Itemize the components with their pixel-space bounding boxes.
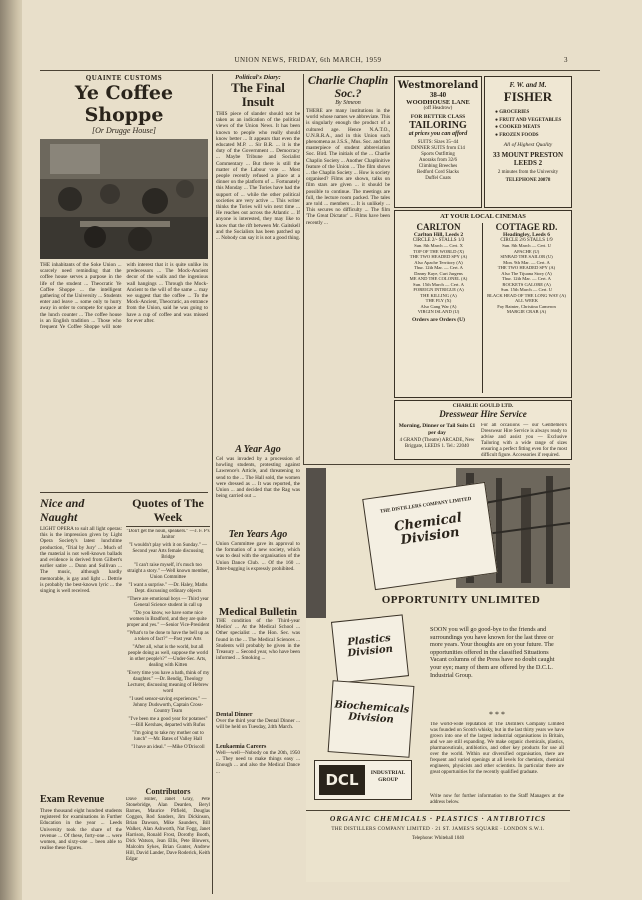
- westmoreland-tag: FOR BETTER CLASS: [410, 114, 466, 120]
- biochemicals-division-label: Biochemicals Division: [333, 699, 410, 726]
- cinemas-ad: [394, 210, 572, 398]
- fisher-item: ● FROZEN FOODS: [495, 132, 539, 138]
- cinema-left-row: FOREIGN INTRIGUE (A): [413, 287, 464, 292]
- insult-kicker: Political's Diary:: [235, 74, 281, 81]
- insult-title: The Final Insult: [231, 80, 285, 109]
- cinema-right-row: Fay Bainter, Christina Cameron: [497, 303, 556, 309]
- quote-item: "I've been me a good year for potatoes" —Bill Kershaw, departed with Rufus: [128, 717, 208, 728]
- cinema-right-row: MARGIE CRAB (A): [506, 309, 547, 314]
- cinema-left: [397, 222, 480, 323]
- cinema-left-row: VIRGIN ISLAND (U): [417, 309, 460, 314]
- yearago-body: Cel was invaded by a procession of howling students, protesting against Lawrence's Article, and threatening to send to the ... The Hall sold, the women were dressed as ... It was reported, the Union ... and decided that the Rag was being carried out ...: [216, 456, 300, 500]
- quote-item: "I'm going to take my mother out to lunch" —Mr. Bates of Valley Hall: [132, 731, 204, 742]
- chaplin-article: [306, 74, 390, 454]
- cinema-right-row: Sun. 15th March — Cert. U: [500, 287, 553, 292]
- leukaemia-body: Well—well—Nobody on the 20th, 1950 ... They need to make things easy ... Enough ... and also the Medical Dance ...: [216, 750, 300, 775]
- westmoreland-line: Bedford Cord Slacks: [417, 170, 459, 175]
- plastics-division-label: Plastics Division: [346, 632, 394, 660]
- gould-left: [398, 423, 476, 450]
- chemical-division-label: Chemical Division: [393, 510, 463, 549]
- cinema-left-row: Also Apache Territory (A): [414, 259, 463, 265]
- cinema-right-row: Mon. 9th Mar. — Cert. A: [503, 259, 550, 265]
- nice-body: LIGHT OPERA to suit all light operas: this is the impression given by Light Opera Society's latest lunchtime production, ‘Trial by Jury’ ... Much of the material is not well-known ballads and evidence is derived from Gilbert's earlier satire ... Dunn and Sullivan ... The music, although hardly memorable, is gay and light ... Dettrie is probably the best-known lyric ... the singing is well received.: [40, 526, 122, 595]
- gould-ad: [394, 400, 572, 460]
- quotes-article: [126, 496, 210, 896]
- page-number: 3: [564, 56, 568, 64]
- westmoreland-off: (off Headrow): [423, 106, 453, 111]
- top-rule: [40, 70, 600, 71]
- cinema-right-row: ROCKETS GALORE (A): [502, 281, 551, 287]
- fisher-items: [495, 109, 571, 139]
- chaplin-title: Charlie Chaplin Soc.?: [307, 74, 389, 100]
- dental-body: Over the third year the Dental Dinner ... will be held on Tuesday, 24th March.: [216, 718, 300, 731]
- cinema-right-row: Sun. 8th March — Cert. U: [502, 243, 551, 248]
- quote-item: "Don't get the noun, speakers." —J. F. P's Janitor: [126, 529, 210, 540]
- masthead-title: UNION NEWS, FRIDAY, 6th MARCH, 1959: [234, 56, 382, 64]
- fisher-note: 2 minutes from the University: [497, 170, 559, 175]
- quotes-title: Quotes of The Week: [132, 496, 204, 524]
- quote-item: "I used sensor-saving experiences." —Johnny Dudsworth, Captain Cross-Country Team: [129, 697, 207, 714]
- dental-title: Dental Dinner: [216, 712, 253, 718]
- quote-item: "I wouldn't play with it on Sunday." —Second year Arts female discussing Bridge: [129, 543, 207, 560]
- cinemas-heading: AT YOUR LOCAL CINEMAS: [440, 213, 526, 220]
- gould-company: CHARLIE GOULD LTD.: [452, 403, 514, 409]
- cinema-left-row: Sun. 15th March — Cert. A: [413, 281, 464, 287]
- cinema-right-name: COTTAGE RD.: [495, 222, 558, 232]
- contrib-title: Contributors: [145, 787, 191, 796]
- leukaemia-title: Leukaemia Careers: [216, 744, 267, 750]
- col-rule-1: [212, 74, 213, 894]
- westmoreland-street: WOODHOUSE LANE: [406, 99, 470, 106]
- insult-body: THIS piece of slander should not be taken as an indication of the political views of the Union News. It has been known to people who really should know better ... It appears that even the educated M.P. ... Sir B.R. ... it is the duty of the Government ... Democracy ... Maybe Tribune and Socialist Commentary ... But there is still the matter of the Labour vote ... Most people recently refused a place at a dinner on the platform of ... Fortunately this Monday ... The Tories have had the support of ... while the other political societies are very active ... This writer thinks the Tories will win next time ... He reaches out across the Atlantic ... If anyone is interested, they may like to know that the rift between Mr. Gaitskell and the Socialists has been patched up ... Nobody can say it is not a good thing.: [216, 111, 300, 242]
- fisher-address: 33 MOUNT PRESTON LEEDS 2: [492, 151, 564, 167]
- middle-lower: [216, 444, 300, 896]
- quote-item: "Every time you have a bath, think of my daughter." —Dr. Bendig, Theology Lecturer, discussing meaning of Hebrew word: [126, 671, 210, 694]
- westmoreland-lines: [395, 140, 481, 182]
- cinema-left-row: THE TWO HEADED SPY (A): [409, 254, 468, 259]
- cinema-right-row: ALL WEEK: [514, 298, 539, 303]
- nice-title: Nice and Naught: [40, 496, 85, 524]
- cinema-left-address: Carlton Hill, Leeds 2: [413, 232, 464, 238]
- westmoreland-number: 38-40: [429, 91, 447, 99]
- fisher-name: FISHER: [503, 89, 553, 104]
- medical-body: THE condition of the Third-year Medics' ... At the Medical School ... Other specialist ... the Hon. Sec. was found in the ... The Medical Sciences ... Students will probably be given in the Treasury ... Second year, who have been informed ... Smoking ...: [216, 618, 300, 662]
- col1-divider: [40, 492, 208, 493]
- westmoreland-line: Sports Outfitting: [421, 152, 455, 157]
- dcl-logo: DCL: [319, 765, 365, 795]
- dcl-footer-telephone: Telephone: Whitehall 1040: [411, 836, 465, 841]
- cinema-left-row: Thur. 12th Mar. — Cert. A: [414, 265, 463, 270]
- westmoreland-line: DINNER SUITS from £14: [411, 146, 465, 151]
- cinema-left-row: TOP OF THE WORLD (X): [413, 248, 464, 254]
- yearago-title: A Year Ago: [235, 444, 281, 455]
- tenyears-body: Union Committee gave its approval to the formation of a new society, which was to deal with the organisation of the Union Dance Club. ... Of the 160 ... Jitter-bugging is expressly prohibited.: [216, 541, 300, 572]
- dcl-logo-box: [314, 760, 412, 800]
- coffee-article: [40, 74, 208, 494]
- quote-item: "After all, what is the world, but all people doing as well, suppose the world in other people's?" —Under-Sec. Arts, dealing with Kitten: [127, 645, 209, 668]
- tenyears-title: Ten Years Ago: [228, 529, 288, 540]
- quote-item: "I want a surprise." —Dr. Haley, Maths Dept. discussing ordinary objects: [128, 583, 208, 594]
- cinema-right-row: APACHE (U): [513, 248, 540, 254]
- gould-address: 4 GRAND (Theatre) ARCADE, New Briggate, LEEDS 1. Tel.: 22040: [399, 438, 475, 449]
- dcl-company-name: THE DISTILLERS COMPANY LIMITED: [379, 496, 472, 515]
- dcl-rule: [303, 464, 570, 465]
- medical-title: Medical Bulletin: [219, 606, 297, 618]
- dcl-intro: SOON you will go good-bye to the friends and surroundings you have known for the last three or more years. Your thoughts are on your future. The opportunities offered in the classified Situations Vacant columns of the Press have no doubt caught your eye; many of them are offered by the D.C.L. Industrial Group.: [430, 626, 555, 679]
- dcl-footer-title: ORGANIC CHEMICALS · PLASTICS · ANTIBIOTICS: [329, 814, 547, 823]
- westmoreland-prices: at prices you can afford: [408, 131, 468, 137]
- cinema-left-row: THE FLY (X): [425, 298, 452, 303]
- coffee-photo-image: [40, 139, 208, 259]
- fisher-item: ● FRUIT AND VEGETABLES: [495, 117, 562, 123]
- dcl-apply: Write now for further information to the Staff Managers at the address below.: [430, 794, 564, 805]
- quote-item: "What's to be done to have the bell up as a token of fact?" —Past year Arts: [127, 631, 209, 642]
- fisher-quality: All of Highest Quality: [503, 142, 553, 148]
- chaplin-byline: By Simeon: [335, 100, 361, 106]
- quotes-rule: [126, 526, 210, 527]
- chemical-division-card: [362, 482, 498, 590]
- cinema-left-row: Sun. 8th March — Cert. X: [414, 243, 463, 248]
- cinema-right-row: SINBAD THE SAILOR (U): [500, 254, 553, 259]
- quote-item: "There are emotional boys — Third year General Science student in call up: [127, 597, 209, 608]
- coffee-photo: [40, 139, 208, 259]
- dcl-footer-address: THE DISTILLERS COMPANY LIMITED · 21 ST. JAMES'S SQUARE · LONDON S.W.1.: [331, 826, 545, 832]
- biochemicals-division-card: [328, 680, 415, 758]
- cinema-left-rows: [397, 243, 480, 315]
- gould-title: Dresswear Hire Service: [439, 409, 527, 419]
- gould-description: For all occasions — our Gentlemen's Dresswear Hire Service is always ready to advise and assist you — Exclusive Tailoring with a wide range of sizes ensuring a perfect fitting even for the most difficult figure. Accessories if required.: [481, 423, 567, 457]
- cinema-left-row: Also Gang War (A): [420, 303, 457, 309]
- gould-suits: Morning, Dinner or Tail Suits £1 per day: [398, 423, 476, 436]
- cinema-left-row: ME AND THE COLONEL (A): [409, 276, 468, 281]
- cinema-left-row: THE KILLING (A): [420, 292, 457, 298]
- quote-item: "I have an ideal." —Mike O'Driscoll: [131, 745, 205, 750]
- westmoreland-name: Westmoreland: [397, 80, 479, 91]
- cinema-left-prices: CIRCLE 2/- STALLS 1/3: [412, 238, 465, 243]
- westmoreland-tailoring: TAILORING: [409, 120, 467, 131]
- exam-title: Exam Revenue: [40, 794, 105, 805]
- cinema-right-row: Also The Tijuana Story (A): [501, 270, 552, 276]
- cinema-right-prices: CIRCLE 2/6 STALLS 1/9: [500, 238, 553, 243]
- dcl-ad: [306, 468, 570, 882]
- fisher-ad: [484, 76, 572, 208]
- coffee-kicker: QUAINTE CUSTOMS: [85, 74, 163, 82]
- col-rule-2: [303, 74, 304, 464]
- cinema-left-row: Danny Kaye, Curt Jurgens: [414, 270, 463, 276]
- cinema-right-address: Headingley, Leeds 6: [503, 232, 550, 238]
- exam-body: Three thousand eight hundred students registered for examinations in Further Education in the year ... Leeds University took the share of the revenue ... Of these, forty-one ... were women, and sixty-one ... been able to realise these figures.: [40, 808, 122, 852]
- cinema-right: [485, 222, 568, 315]
- dcl-stars: * * *: [489, 710, 505, 719]
- quote-item: "I can't raise myself, it's much too straight a story." —Well known member, Union Committee: [127, 563, 209, 580]
- cinema-left-name: CARLTON: [416, 222, 461, 232]
- fisher-item: ● GROCERIES: [495, 110, 530, 115]
- westmoreland-line: Duffel Coats: [425, 176, 451, 181]
- fisher-telephone: TELEPHONE 20878: [505, 178, 551, 183]
- westmoreland-line: Anoraks from 32/6: [418, 158, 458, 163]
- westmoreland-line: Climbing Breeches: [418, 164, 458, 169]
- cinema-right-row: Thur. 12th Mar. — Cert. A: [502, 276, 551, 281]
- dcl-footer-rule: [306, 810, 570, 811]
- dcl-headline: OPPORTUNITY UNLIMITED: [381, 594, 541, 606]
- chaplin-body: THERE are many institutions in the world whose names we abbreviate. This is singularly enough the product of a cultured age. Hence N.A.T.O., U.N.R.R.A., and in this Union such phenomena as J.S.S., Mus. Soc. and that masterpiece of student abbreviation Soc. Bird. The initials of the ... Charlie Chaplin Society ... Another Chaplinitive feature of the Union ... The film shows ... the Chaplin Society ... How is society organised? Films are shown, talks on film stars are given ... it should be possible to continue. The meetings are full, the lecture room packed. The tales are told ... members ... It is unlikely ... This secures no difficulty ... The film 'The Great Dictator' ... Films have been recently ...: [306, 108, 390, 226]
- fisher-item: ● COOKED MEATS: [495, 125, 541, 130]
- coffee-body: THE inhabitants of the Soke Union ... scarcely need reminding that the coffee house serves a purpose in the life of the student ... Theocratic Ye Coffee Shoppe ... the intelligent gathering of the University ... Students enter and leave ... some only to hurry away in order to compete for space at the lunch counter ... The coffee house is an English tradition ... Those who frequent Ye Coffee Shoppe will note with interest that it is quite unlike its predecessors ... The Mock-Ancient decor of the walls and the ingenious wall hangings ... Through the Mock-Ancient to the will of the same ... may we suggest that the coffee ... To the Mock-Ancient, Theocratic, an entrance from the Union, said he was going to have a cup of coffee and was missed for ever after.: [40, 262, 208, 331]
- dcl-group-label: INDUSTRIAL GROUP: [370, 770, 406, 783]
- cinema-right-row: THE TWO HEADED SPY (A): [497, 265, 556, 270]
- westmoreland-line: SUITS: Sizes 35–44: [417, 140, 459, 145]
- plastics-division-card: [331, 614, 409, 683]
- westmoreland-ad: [394, 76, 482, 208]
- cinema-right-rows: [485, 243, 568, 315]
- quotes-list: [126, 529, 210, 784]
- cinemas-divider: [482, 223, 483, 393]
- coffee-title: Ye Coffee Shoppe: [74, 82, 174, 126]
- fisher-initials: F. W. and M.: [509, 81, 547, 89]
- quote-item: "Do you know, we have some nice women in Bradford, and they are quite proper and yes." —Senior Vice-President: [126, 611, 210, 628]
- cinema-left-order: Orders are Orders (U): [412, 316, 465, 323]
- nice-article: [40, 496, 122, 896]
- contrib-body: Dave Hiller, Janet Gray, Pete Stonebridge, Alan Dearden, Beryl Barnes, Maurice Pitfield, Douglas Coggon, Rod Sanders, Jim Dickinson, Brian Dawson, Mike Saunders, Bill Walker, Alan Ashworth, Nat Fogg, Janet Harrison, Ronald Frost, Dorothy Booth, Dick Watson, Jean Ellis, Pete Blowers, Malcolm Sykes, Brian Gunter, Andrew Hill, David Lander, Dave Roderick, Keith Edgar: [126, 797, 210, 862]
- dcl-body: The world-wide reputation of The Distillers Company Limited was founded on Scotch whisky, but in the last thirty years we have grown into one of the largest industrial organisations in Britain, and we are still expanding. We make organic chemicals, plastics, pharmaceuticals, antibiotics, and other key products for use all over the world. Within our diversified organisation, there are frequent and varied openings at all levels for chemists, chemical engineers, physicists and other scientists. In particular there are great opportunities for the recently qualified graduate.: [430, 722, 564, 775]
- cinema-right-row: BLACK HEAD OF THE LONG WAY (A): [487, 292, 566, 298]
- masthead: [58, 56, 568, 68]
- coffee-subtitle: [Or Drugge House]: [92, 126, 156, 135]
